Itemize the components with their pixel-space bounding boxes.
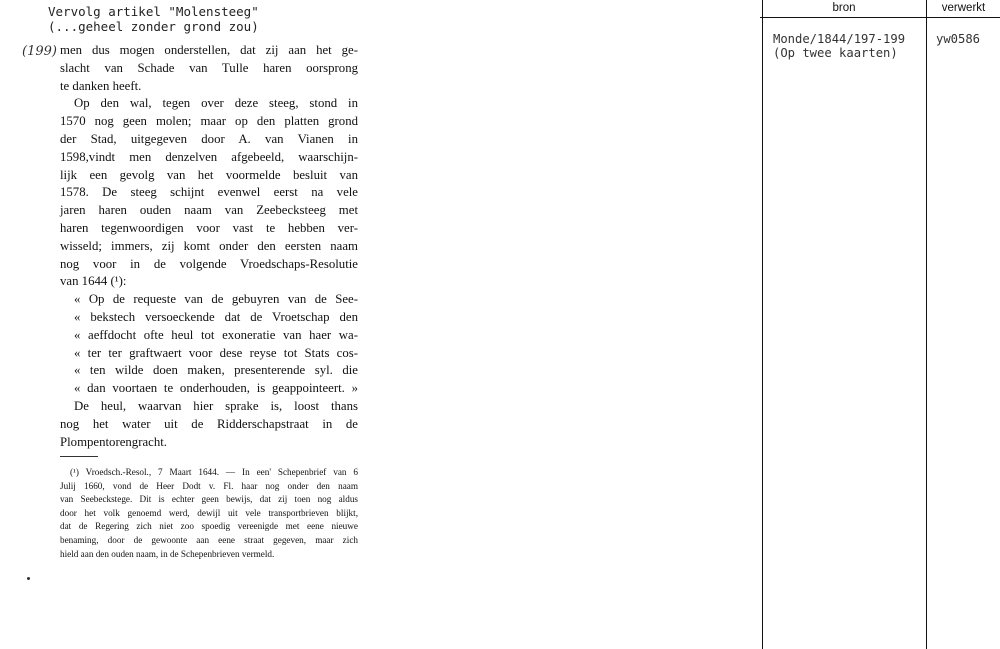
quote-line: « dan voortaen te onderhouden, is geappointeert. » <box>74 381 358 396</box>
quote-line: « Op de requeste van de gebuyren van de See- <box>74 292 358 307</box>
text-line: haren tegenwoordigen voor vast te hebben ver- <box>60 220 358 235</box>
text-line: slacht van Schade van Tulle haren oorsprong <box>60 60 358 75</box>
quote-line: « bekstech versoeckende dat de Vroetschap den <box>74 309 358 324</box>
quote-line: « ten wilde doen maken, presenterende syl. die <box>74 363 358 378</box>
table-border-left <box>762 0 763 649</box>
footnote-line: benaming, door de gewoonte aan eene straat gegeven, maar zich <box>60 534 358 545</box>
paragraph-2 <box>60 95 358 291</box>
bron-line-2: (Op twee kaarten) <box>773 46 898 60</box>
footnote-line: hield aan den ouden naam, in de Schepenbrieven vermeld. <box>60 548 275 559</box>
column-header-bron: bron <box>832 2 856 14</box>
text-line: De heul, waarvan hier sprake is, loost thans <box>74 398 358 413</box>
bron-line-1: Monde/1844/197-199 <box>773 32 906 46</box>
handwritten-page-number: (199) <box>22 44 57 59</box>
text-line: nog het water uit de Ridderschapstraat in de <box>60 416 358 431</box>
quote-line: « ter ter graftwaert voor dese reyse tot Stats cos- <box>74 345 358 360</box>
footnote <box>60 466 358 561</box>
index-card-table <box>760 0 1000 649</box>
text-line: jaren haren ouden naam van Zeebecksteeg met <box>60 203 358 218</box>
text-line: der Stad, uitgegeven door A. van Vianen in <box>60 131 358 146</box>
bron-source-reference <box>773 32 905 60</box>
footnote-divider <box>60 456 98 457</box>
typed-header <box>48 4 259 34</box>
article-text <box>60 42 358 451</box>
text-line: 1578. De steeg schijnt evenwel eerst na vele <box>60 185 358 200</box>
text-line: 1570 nog geen molen; maar op den platten grond <box>60 114 358 129</box>
quoted-resolution <box>60 291 358 398</box>
paragraph-3 <box>60 398 358 451</box>
quote-line: « aeffdocht ofte heul tot exoneratie van haer wa- <box>74 327 358 342</box>
text-line: nog voor in de volgende Vroedschaps-Resolutie <box>60 256 358 271</box>
footnote-line: (¹) Vroedsch.-Resol., 7 Maart 1644. — In een' Schepenbrief van 6 <box>70 467 358 477</box>
footnote-line: van Seebeckstege. Dit is echter geen bewijs, dat zij toen nog aldus <box>60 494 358 505</box>
column-header-verwerkt: verwerkt <box>941 2 986 14</box>
footnote-line: dat de Regering zich niet zoo spoedig vereenigde met eene nieuwe <box>60 521 358 532</box>
text-line: te danken heeft. <box>60 78 142 93</box>
text-line: Op den wal, tegen over deze steeg, stond in <box>74 96 358 111</box>
typed-header-line-1: Vervolg artikel "Molensteeg" <box>48 4 259 19</box>
text-line: lijk een gevolg van het voormelde besluit van <box>60 167 358 182</box>
paragraph-1 <box>60 42 358 95</box>
text-line: 1598,vindt men denzelven afgebeeld, waarschijn- <box>60 149 358 164</box>
footnote-line: door het volk genoemd werd, dewijl uit vele transportbrieven blijkt, <box>60 507 358 518</box>
footnote-line: Julij 1660, vond de Heer Dodt v. Fl. haar nog onder den naam <box>60 480 358 491</box>
table-column-divider <box>926 0 927 649</box>
typed-header-line-2: (...geheel zonder grond zou) <box>48 19 259 34</box>
verwerkt-value: yw0586 <box>936 32 981 46</box>
table-header-rule <box>760 17 1000 18</box>
scan-speck <box>27 577 30 580</box>
text-line: men dus mogen onderstellen, dat zij aan het ge- <box>60 43 358 57</box>
text-line: wisseld; immers, zij komt onder den eersten naam <box>60 238 358 253</box>
text-line: Plompentorengracht. <box>60 434 167 449</box>
text-line: van 1644 (¹): <box>60 274 127 289</box>
